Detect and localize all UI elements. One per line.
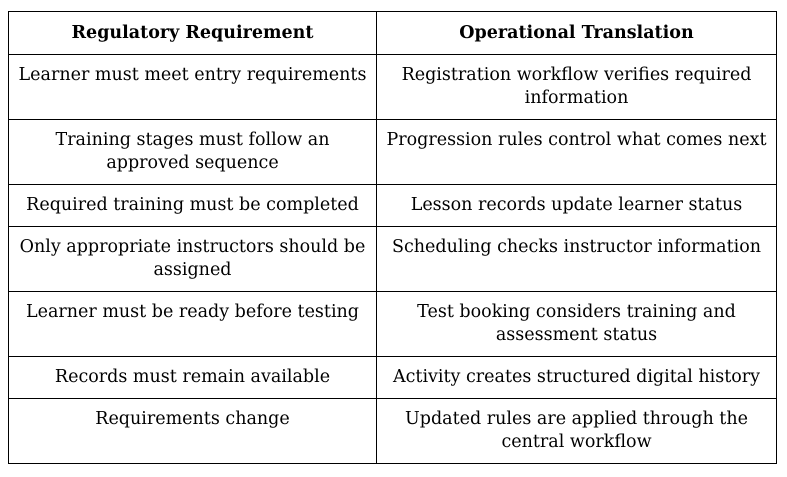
regulatory-requirement-cell: Learner must meet entry requirements (9, 55, 377, 120)
requirements-table-container (8, 11, 776, 464)
regulatory-requirement-cell: Records must remain available (9, 357, 377, 399)
table-row (9, 55, 777, 120)
table-row (9, 227, 777, 292)
regulatory-requirement-cell: Only appropriate instructors should be assigned (9, 227, 377, 292)
operational-translation-cell: Progression rules control what comes next (377, 120, 777, 185)
table-row (9, 292, 777, 357)
operational-translation-cell: Lesson records update learner status (377, 185, 777, 227)
requirements-table (8, 11, 777, 464)
operational-translation-cell: Activity creates structured digital history (377, 357, 777, 399)
regulatory-requirement-cell: Required training must be completed (9, 185, 377, 227)
table-row (9, 399, 777, 464)
table-row (9, 185, 777, 227)
table-row (9, 120, 777, 185)
operational-translation-cell: Scheduling checks instructor information (377, 227, 777, 292)
regulatory-requirement-cell: Training stages must follow an approved sequence (9, 120, 377, 185)
table-row (9, 357, 777, 399)
header-operational-translation: Operational Translation (377, 12, 777, 55)
operational-translation-cell: Test booking considers training and assessment status (377, 292, 777, 357)
header-regulatory-requirement: Regulatory Requirement (9, 12, 377, 55)
regulatory-requirement-cell: Learner must be ready before testing (9, 292, 377, 357)
operational-translation-cell: Updated rules are applied through the central workflow (377, 399, 777, 464)
table-header-row (9, 12, 777, 55)
regulatory-requirement-cell: Requirements change (9, 399, 377, 464)
operational-translation-cell: Registration workflow verifies required information (377, 55, 777, 120)
